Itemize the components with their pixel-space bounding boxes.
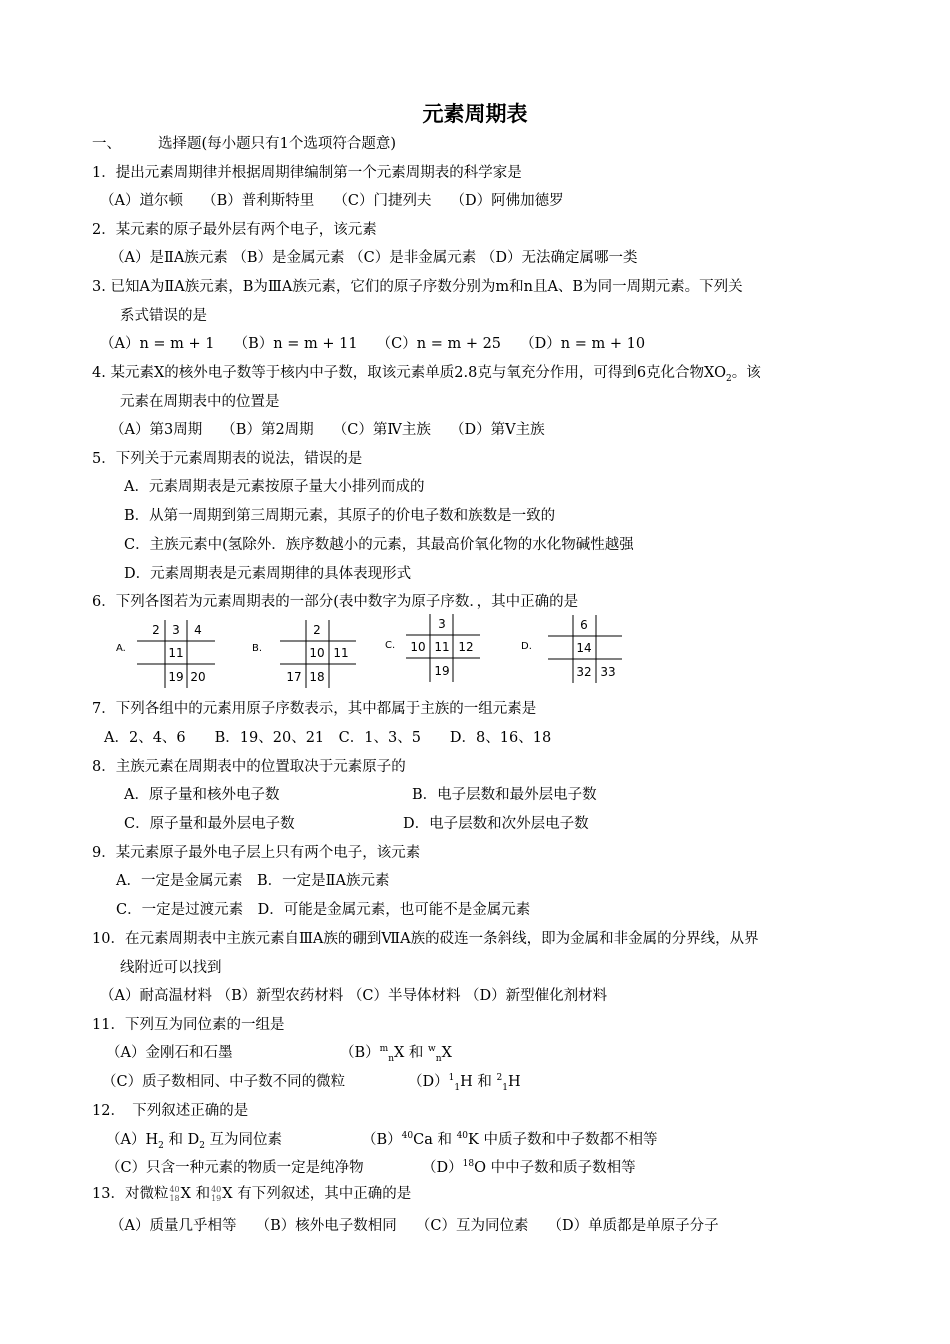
q13-nuclide-2-index: 40 19 [211,1185,222,1203]
q8-option-d: D．电子层数和次外层电子数 [403,816,589,832]
document-title: 元素周期表 [422,102,528,126]
q6-c-cell-11: 11 [434,640,450,654]
q1-stem: 1．提出元素周期律并根据周期律编制第一个元素周期表的科学家是 [92,165,522,181]
q11-stem: 11．下列互为同位素的一组是 [92,1017,285,1033]
q6-grid-b-label: B. [252,643,263,654]
q13-stem: 13．对微粒 40 18 X 和 40 19 X 有下列叙述，其中正确的是 [92,1185,412,1203]
q9-stem: 9．某元素原子最外电子层上只有两个电子，该元素 [92,845,421,861]
q6-c-cell-10: 10 [410,640,426,654]
q6-grid-a-label: A. [116,643,126,654]
q10-stem: 10．在元素周期表中主族元素自ⅢA族的硼到ⅦA族的砹连一条斜线，即为金属和非金属的分界线，从界 [92,931,759,947]
q12-option-a: $(A)H_2$ 和 $D_2$ 互为同位素 [106,1132,283,1151]
q5-stem: 5．下列关于元素周期表的说法，错误的是 [92,451,363,467]
q4-stem: 4. 某元素X的核外电子数等于核内中子数，取该元素单质2.8克与氧充分作用，可得到6克化合物$XO_2$。该 [92,365,761,384]
q6-b-cell-2: 2 [313,623,321,637]
q3-stem-cont: 系式错误的是 [120,308,207,324]
q8-option-c: C．原子量和最外层电子数 [124,816,295,832]
q6-d-cell-32: 32 [576,665,592,679]
q11-option-c: （C）质子数相同、中子数不同的微粒 [102,1074,346,1090]
q5-option-a: A．元素周期表是元素按原子量大小排列而成的 [124,479,425,495]
q12-option-d: $(D)^{18}O$ 中中子数和质子数相等 [422,1159,636,1176]
q12-option-c: （C）只含一种元素的物质一定是纯净物 [106,1160,364,1176]
q5-option-c: C．主族元素中(氢除外．族序数越小的元素，其最高价氧化物的水化物碱性越强 [124,537,634,553]
q7-stem: 7．下列各组中的元素用原子序数表示，其中都属于主族的一组元素是 [92,701,537,717]
q6-grid-d-label: D. [521,641,532,652]
q11-option-b: $(B)^m_nX$ 和 $^w_n$X [340,1044,452,1064]
q6-grid-c-label: C. [385,640,396,651]
section-heading: 选择题(每小题只有1个选项符合题意) [158,136,397,152]
q8-stem: 8．主族元素在周期表中的位置取决于元素原子的 [92,759,406,775]
q6-a-cell-4: 4 [194,623,202,637]
q10-stem-cont: 线附近可以找到 [120,960,222,976]
q9-options-cd: C．一定是过渡元素 D．可能是金属元素，也可能不是金属元素 [116,902,531,918]
q6-stem: 6．下列各图若为元素周期表的一部分(表中数字为原子序数．，其中正确的是 [92,594,579,610]
q6-grid-c [404,612,484,684]
q6-a-cell-2: 2 [152,623,160,637]
q6-a-cell-20: 20 [190,670,206,684]
q6-c-cell-19: 19 [434,664,450,678]
q7-options: A．2、4、6 B．19、20、21 C．1、3、5 D．8、16、18 [104,730,552,746]
q6-grid-a [135,618,215,690]
q13-nuclide-1-index: 40 18 [169,1185,180,1203]
q11-option-a: （A）金刚石和石墨 [106,1045,233,1061]
q10-options: （A）耐高温材料 （B）新型农药材料 （C）半导体材料 （D）新型催化剂材料 [100,988,608,1004]
q6-b-cell-17: 17 [286,670,302,684]
q6-b-cell-11: 11 [333,646,349,660]
q11-option-d: $(D)^1_1H$ 和 $^2_1$H [408,1073,521,1093]
q3-options: （A）n = m + 1 （B）n = m + 11 （C）n = m + 25 （D）n = m + 10 [100,336,646,352]
q9-options-ab: A．一定是金属元素 B．一定是ⅡA族元素 [116,873,390,889]
q12-stem: 12． 下列叙述正确的是 [92,1103,249,1119]
q8-option-a: A．原子量和核外电子数 [124,787,280,803]
q13-options: （A）质量几乎相等 （B）核外电子数相同 （C）互为同位素 （D）单质都是单原子分子 [110,1218,719,1234]
q6-a-cell-11: 11 [168,646,184,660]
q2-stem: 2．某元素的原子最外层有两个电子，该元素 [92,222,377,238]
q6-b-cell-10: 10 [309,646,325,660]
q4-options: （A）第3周期 （B）第2周期 （C）第Ⅳ主族 （D）第Ⅴ主族 [110,422,545,438]
section-number: 一、 [92,136,121,152]
q5-option-d: D．元素周期表是元素周期律的具体表现形式 [124,566,412,582]
q2-options: （A）是ⅡA族元素 （B）是金属元素 （C）是非金属元素 （D）无法确定属哪一类 [110,250,638,266]
q6-c-cell-12: 12 [458,640,474,654]
q12-option-b: $(B)^{40}Ca$ 和 $^{40}$K 中质子数和中子数都不相等 [362,1131,658,1148]
q6-c-cell-3: 3 [438,617,446,631]
q6-b-cell-18: 18 [309,670,325,684]
q5-option-b: B．从第一周期到第三周期元素，其原子的价电子数和族数是一致的 [124,508,556,524]
q4-stem-cont: 元素在周期表中的位置是 [120,394,280,410]
q1-options: （A）道尔顿 （B）普利斯特里 （C）门捷列夫 （D）阿佛加德罗 [100,193,564,209]
q6-d-cell-33: 33 [600,665,616,679]
q6-d-cell-6: 6 [580,618,588,632]
q6-a-cell-19: 19 [168,670,184,684]
q6-grid-d [546,613,626,685]
q8-option-b: B．电子层数和最外层电子数 [412,787,597,803]
q6-grid-b [278,618,358,690]
q3-stem: 3. 已知A为ⅡA族元素，B为ⅢA族元素，它们的原子序数分别为m和n且A、B为同一周期元素。下列关 [92,279,743,295]
q6-a-cell-3: 3 [172,623,180,637]
q6-d-cell-14: 14 [576,641,592,655]
